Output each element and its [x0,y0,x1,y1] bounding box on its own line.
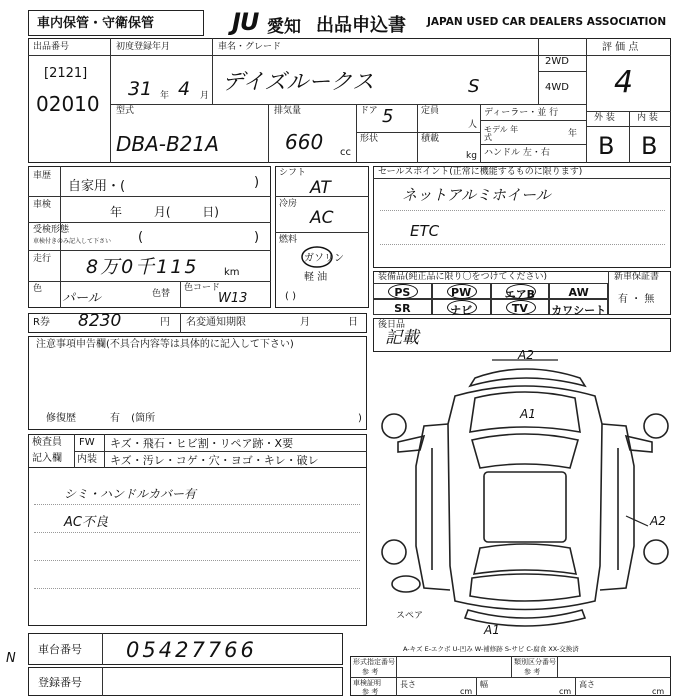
reg-month: 4 [178,78,191,100]
ref-label-1: 参 考 [362,668,379,676]
model-year-label: モデル 年式 [484,125,519,142]
inspector-label-1: 検査員 [32,437,62,448]
equipment-item-label: カワシート [551,304,607,317]
capacity-unit: 人 [468,120,478,130]
fw-label: FW [79,437,95,448]
door-label: ドア [360,106,378,116]
shape-label: 形状 [360,134,379,144]
height-unit: cm [652,687,665,696]
exterior-label: 外 装 [594,113,615,123]
equipment-item-label: SR [394,302,411,315]
rear-window-outline [474,544,576,574]
mark-a2-top: A2 [518,348,534,362]
grade: S [468,76,480,97]
drive-4wd: 4WD [545,82,569,93]
cc-unit: cc [340,147,351,158]
equipment-item [549,299,608,315]
storage-badge [28,10,204,36]
type-close: ) [254,230,260,245]
ac-value: AC [310,208,334,228]
car-name-label: 車名・グレード [218,42,282,52]
association-name: JAPAN USED CAR DEALERS ASSOCIATION [427,16,667,28]
color-swap-label: 色替 [152,289,171,299]
equipment-item-label: エアB [504,288,536,301]
car-diagram [380,356,670,656]
fuel-paren: ( ) [285,291,296,302]
width-unit: cm [559,687,572,696]
equipment-label: 装備品(純正品に限り〇をつけてください) [378,272,548,282]
lot-bracket: [2121] [44,66,88,81]
storage-badge-text: 車内保管・守衛保管 [37,16,155,31]
form-title: 出品申込書 [316,15,406,36]
capacity-label: 定員 [421,106,440,116]
inspection-label: 車検 [33,200,52,210]
org-name: 愛知 [267,17,301,37]
width-label: 幅 [480,680,488,689]
equipment-check-circle [447,284,477,299]
mileage-label: 走行 [33,254,52,264]
sales-point-block [373,166,671,268]
a2-side-mark-line [626,516,648,526]
interior-grade: B [641,132,658,160]
left-mark: N [6,651,16,666]
after-items-value: 記載 [385,328,419,348]
mark-a1-rear: A1 [484,623,500,637]
yen-unit: 円 [160,317,170,328]
history-label: 車歴 [33,171,52,181]
model-year-unit: 年 [568,129,578,139]
spare-tire [392,576,420,592]
rear-right-wheel [644,540,668,564]
repair-close: ) [358,413,362,424]
dealer-label: ディーラー・並 行 [484,108,559,118]
history-close: ) [254,175,260,190]
equipment-item [432,283,491,299]
type-note: 車検付きのみ記入して下さい [33,238,112,245]
equipment-item [373,283,432,299]
tailgate-outline [470,574,580,601]
warranty-value: 有 ・ 無 [618,294,655,305]
spec-label-1: 形式指定番号 [353,658,395,666]
reg-year: 31 [128,78,153,100]
equipment-item [491,299,550,315]
sales-point-label: セールスポイント(正常に機能するものに限ります) [378,167,583,177]
shift-value: AT [310,178,331,198]
chassis-label: 車台番号 [38,643,82,656]
fuel-diesel: 軽 油 [304,272,328,283]
equipment-item [373,299,432,315]
notes-title: 注意事項申告欄(不具合内容等は具体的に記入して下さい) [36,339,294,350]
lot-label: 出品番号 [33,42,70,52]
deadline-label: 名変通知期限 [186,317,246,328]
load-unit: kg [466,151,477,161]
displacement-label: 排気量 [274,106,302,116]
windshield-outline [472,434,578,468]
recycle-label: R券 [33,317,50,328]
inspection-value: 年 月( 日) [110,205,219,219]
inspector-label-2: 記入欄 [32,453,62,464]
cert-label: 車検証明 [353,679,381,687]
repair-label: 修復歴 [46,413,76,424]
color-code: W13 [218,291,248,306]
equipment-item [491,283,550,299]
sales-line-2: ETC [410,222,440,240]
inspector-note-1: シミ・ハンドルカバー有 [64,487,197,501]
interior-label: 内 装 [637,113,658,123]
rear-left-wheel [382,540,406,564]
load-label: 積載 [421,134,440,144]
lot-number: 02010 [36,92,100,116]
doors-value: 5 [382,106,394,127]
score-value: 4 [614,65,634,100]
roof-outline [484,472,566,542]
type-label: 受検形態 [33,225,70,235]
sales-line-1: ネットアルミホイール [402,186,551,204]
model-label: 型式 [116,106,135,116]
shift-label: シフト [279,168,307,178]
history-block [28,166,271,308]
mark-a1-hood: A1 [520,407,536,421]
ref-label-2: 参 考 [524,668,541,676]
score-label: 評 価 点 [602,42,639,53]
equipment-check-circle [388,284,418,299]
displacement-value: 660 [285,130,324,154]
spec-label-2: 類別区分番号 [514,658,556,666]
equipment-check-circle [447,300,477,315]
model-value: DBA-B21A [116,132,219,156]
color-value: パール [62,291,101,306]
km-unit: km [224,267,240,278]
front-left-wheel [382,414,406,438]
fuel-gasoline: ガソリン [304,253,344,264]
interior-check-label: 内装 [77,454,97,465]
color-label: 色 [33,284,43,294]
equipment-item-label: PW [451,286,472,299]
notes-block [28,336,367,430]
history-value: 自家用・( [68,179,126,194]
equipment-item-label: AW [568,286,589,299]
mileage-value: 8万0千115 [86,256,199,278]
exterior-grade: B [598,132,615,160]
equipment-item-label: TV [511,302,528,315]
month-unit: 月 [200,91,210,101]
ac-label: 冷房 [279,199,298,209]
interior-check-items: キズ・汚レ・コゲ・穴・ヨゴ・キレ・破レ [110,454,319,467]
height-label: 高さ [579,680,595,689]
recycle-value: 8230 [78,311,122,331]
year-unit: 年 [160,91,170,101]
equipment-item [549,283,608,299]
fuel-label: 燃料 [279,235,298,245]
ref-label-3: 参 考 [362,688,379,696]
drive-2wd: 2WD [545,56,569,67]
type-paren: ( [138,230,144,245]
front-bumper-outline [470,369,585,386]
repair-value: 有 (箇所 [110,413,156,424]
damage-legend: A-キズ E-エクボ U-凹み W-補修跡 S-サビ C-腐食 XX-交換済 [403,645,579,653]
equipment-check-circle [506,300,536,315]
equipment-check-circle [506,284,536,299]
equipment-item-label: ナビ [450,304,473,317]
color-code-label: 色コード [184,283,221,293]
warranty-label: 新車保証書 [614,272,660,282]
handle-label: ハンドル 左・右 [484,148,550,158]
fw-items: キズ・飛石・ヒビ割・リペア跡・X要 [110,437,294,450]
front-right-wheel [644,414,668,438]
spare-label: スペア [396,611,424,621]
equipment-item [432,299,491,315]
length-label: 長さ [400,680,416,689]
chassis-value: 05427766 [126,638,257,662]
mark-a2-side: A2 [650,514,666,528]
rear-bumper-outline [465,610,585,626]
deadline-day: 日 [348,317,358,328]
fuel-gasoline-circle [300,245,334,269]
ju-logo: JU [232,8,259,36]
deadline-month: 月 [300,317,310,328]
reg-label: 初度登録年月 [116,42,171,52]
registration-label: 登録番号 [38,676,82,689]
car-name: デイズルークス [222,70,375,95]
inspector-note-2: AC不良 [64,515,108,530]
after-items-label: 後日品 [378,320,406,330]
length-unit: cm [460,687,473,696]
equipment-item-label: PS [394,286,411,299]
